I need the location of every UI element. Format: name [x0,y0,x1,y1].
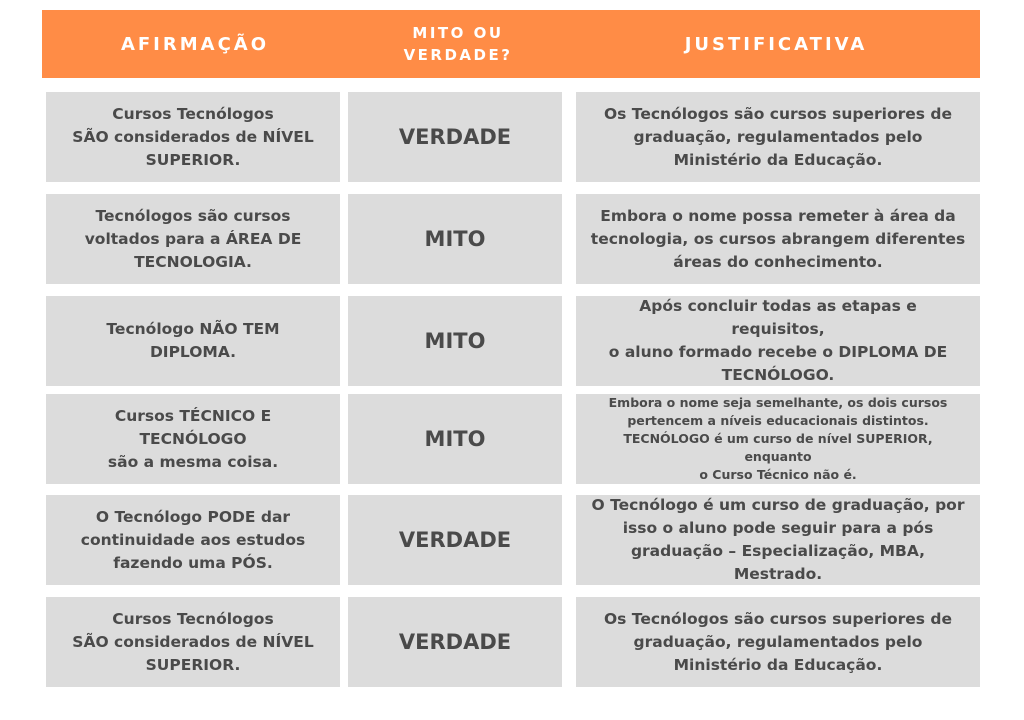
justification-line: Os Tecnólogos são cursos superiores de [604,104,952,123]
justification-line: o Curso Técnico não é. [699,467,857,482]
statement-line: fazendo uma PÓS. [113,553,273,572]
verdict-cell: MITO [348,394,562,484]
header-mito-ou-verdade-line1: MITO OU [412,24,504,42]
statement-line: continuidade aos estudos [80,530,306,549]
justification-cell [576,194,980,284]
statement-line: Cursos Tecnólogos [112,104,274,123]
statement-line: são a mesma coisa. [107,452,279,471]
statement-line: TECNOLOGIA. [134,252,252,271]
statement-line: Tecnólogos são cursos [95,206,291,225]
justification-line: Após concluir todas as etapas e requisitos, [639,297,917,338]
statement-line: voltados para a ÁREA DE [84,229,302,248]
statement-cell [46,597,340,687]
header-afirmacao: AFIRMAÇÃO [120,33,270,55]
justification-cell [576,394,980,484]
justification-line: Embora o nome possa remeter à área da [600,206,956,225]
verdict-cell: VERDADE [348,597,562,687]
verdict-cell: MITO [348,296,562,386]
justification-line: graduação, regulamentados pelo [633,127,923,146]
justification-cell [576,92,980,182]
statement-line: Cursos TÉCNICO E TECNÓLOGO [114,406,272,448]
statement-line: Tecnólogo NÃO TEM [106,320,280,338]
justification-cell [576,597,980,687]
statement-cell [46,495,340,585]
statement-line: O Tecnólogo PODE dar [95,507,291,526]
justification-line: O Tecnólogo é um curso de graduação, por [591,496,965,514]
justification-line: TECNÓLOGO é um curso de nível SUPERIOR, enquanto [623,431,933,464]
statement-line: Cursos Tecnólogos [112,609,274,628]
justification-line: isso o aluno pode seguir para a pós [622,519,934,537]
justification-line: graduação – Especialização, MBA, Mestrado. [630,542,926,583]
verdict-cell: VERDADE [348,495,562,585]
justification-line: Os Tecnólogos são cursos superiores de [604,609,952,628]
statement-line: SÃO considerados de NÍVEL [72,127,314,146]
statement-cell [46,296,340,386]
verdict-cell: VERDADE [348,92,562,182]
justification-line: TECNÓLOGO. [721,366,835,384]
statement-line: DIPLOMA. [149,343,237,361]
statement-line: SÃO considerados de NÍVEL [72,632,314,651]
justification-cell [576,495,980,585]
header-justificativa: JUSTIFICATIVA [684,33,868,55]
justification-cell [576,296,980,386]
statement-cell [46,194,340,284]
statement-cell [46,92,340,182]
justification-line: Embora o nome seja semelhante, os dois cursos [608,395,948,410]
justification-line: graduação, regulamentados pelo [633,632,923,651]
justification-line: tecnologia, os cursos abrangem diferentes [590,229,966,248]
statement-cell [46,394,340,484]
justification-line: Ministério da Educação. [673,655,883,674]
header-mito-ou-verdade-line2: VERDADE? [403,46,513,64]
justification-line: Ministério da Educação. [673,150,883,169]
justification-line: o aluno formado recebe o DIPLOMA DE [608,343,948,361]
justification-line: áreas do conhecimento. [673,252,883,271]
justification-line: pertencem a níveis educacionais distintos. [627,413,929,428]
statement-line: SUPERIOR. [145,150,241,169]
statement-line: SUPERIOR. [145,655,241,674]
verdict-cell: MITO [348,194,562,284]
